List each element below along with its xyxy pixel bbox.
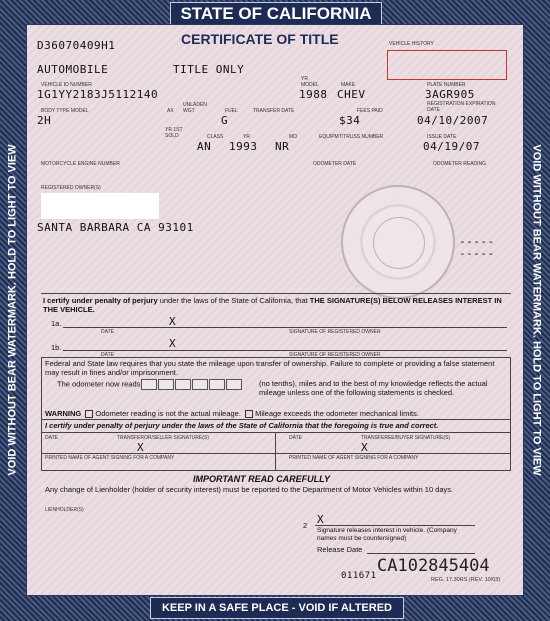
transfer-date-label: TRANSFER DATE xyxy=(253,108,295,114)
certificate-body xyxy=(26,24,524,596)
title-status: TITLE ONLY xyxy=(173,63,245,76)
yr-label: YR xyxy=(243,134,250,140)
fees-label: FEES PAID xyxy=(357,108,383,114)
odometer-reads-text: The odometer now reads xyxy=(57,379,242,390)
vin-label: VEHICLE ID NUMBER xyxy=(41,82,92,88)
registered-owner-label: REGISTERED OWNER(S) xyxy=(41,185,101,191)
odometer-date-label: ODOMETER DATE xyxy=(313,161,357,167)
dashes-2: ----- xyxy=(459,247,495,260)
odo-date-label-2: DATE xyxy=(289,435,302,441)
line-1b: 1b. xyxy=(51,343,62,352)
certify-text: I certify under penalty of perjury under the laws of the State of California that the foregoing is true and correct. xyxy=(45,421,439,430)
vehicle-history-box xyxy=(387,50,507,80)
body-type: 2H xyxy=(37,114,52,127)
year-model: 1988 xyxy=(299,88,328,101)
important-heading: IMPORTANT READ CAREFULLY xyxy=(193,474,330,484)
x-lienholder: X xyxy=(317,513,325,526)
transferor-label: TRANSFEROR/SELLER SIGNATURE(S) xyxy=(117,435,209,441)
warn-1-checkbox[interactable] xyxy=(85,410,93,418)
owner-city: SANTA BARBARA CA 93101 xyxy=(37,221,194,234)
mo: NR xyxy=(275,140,290,153)
document-id: D36070409H1 xyxy=(37,39,116,52)
state-header: STATE OF CALIFORNIA xyxy=(170,2,382,26)
certificate-title: CERTIFICATE OF TITLE xyxy=(181,31,339,47)
class: AN xyxy=(197,140,212,153)
printed-name-label-1: PRINTED NAME OF AGENT SIGNING FOR A COMPANY xyxy=(45,455,175,461)
warn-2-checkbox[interactable] xyxy=(245,410,253,418)
printed-name-label-2: PRINTED NAME OF AGENT SIGNING FOR A COMPANY xyxy=(289,455,419,461)
year-label: YR MODEL xyxy=(301,76,319,88)
lienholder-label: LIENHOLDER(S) xyxy=(45,507,84,513)
plate-label: PLATE NUMBER xyxy=(427,82,466,88)
reg-expiration: 04/10/2007 xyxy=(417,114,489,127)
tenths-text: (no tenths), miles and to the best of my knowledge reflects the actual mileage unless one of the following statements is checked. xyxy=(259,379,488,397)
body-type-label: BODY TYPE MODEL xyxy=(41,108,89,114)
class-label: CLASS xyxy=(207,134,224,140)
serial-left: 011671 xyxy=(341,571,377,581)
x-1a: X xyxy=(169,315,177,328)
issue-date-label: ISSUE DATE xyxy=(427,134,457,140)
x-transferor: X xyxy=(137,441,145,454)
fuel: G xyxy=(221,114,229,127)
warning-row: WARNING Odometer reading is not the actual mileage. Mileage exceeds the odometer mechanical limits. xyxy=(45,409,419,418)
odometer-reading-label: ODOMETER READING xyxy=(433,161,487,167)
lienholder-notice: Any change of Lienholder (holder of security interest) must be reported to the Department of Motor Vehicles within 10 days. xyxy=(45,485,454,494)
transferee-label: TRANSFEREE/BUYER SIGNATURE(S) xyxy=(361,435,451,441)
make-label: MAKE xyxy=(341,82,356,88)
unladen-label: UNLADEN xyxy=(183,102,207,108)
left-side-text: VOID WITHOUT BEAR WATERMARK. HOLD TO LIGHT TO VIEW xyxy=(7,144,19,476)
odo-date-label-1: DATE xyxy=(45,435,58,441)
form-number: REG. 17.30RS (REV. 10/03) xyxy=(431,577,501,583)
release-date-label: Release Date xyxy=(317,545,363,554)
yr1st-label: YR 1ST SOLD xyxy=(165,127,183,139)
line-2: 2 xyxy=(303,521,308,530)
x-1b: X xyxy=(169,337,177,350)
line-1a: 1a. xyxy=(51,319,62,328)
state-seal xyxy=(341,185,455,299)
wgt-label: WGT xyxy=(183,108,195,114)
equip-label: EQUIPMT/TRUSS NUMBER xyxy=(319,134,384,140)
vehicle-history-label: VEHICLE HISTORY xyxy=(389,41,434,47)
control-number: CA102845404 xyxy=(377,556,490,576)
engine-label: MOTORCYCLE ENGINE NUMBER xyxy=(41,161,120,167)
date-label-1b: DATE xyxy=(101,352,114,358)
fuel-label: FUEL xyxy=(225,108,238,114)
vin: 1G1YY2183J5112140 xyxy=(37,88,159,101)
footer-bar: KEEP IN A SAFE PLACE - VOID IF ALTERED xyxy=(150,597,404,619)
vehicle-type: AUTOMOBILE xyxy=(37,63,109,76)
sig-label-1a: SIGNATURE OF REGISTERED OWNER xyxy=(289,329,381,335)
fees-paid: $34 xyxy=(339,114,361,127)
yr: 1993 xyxy=(229,140,258,153)
sig-release-text: Signature releases interest in vehicle. (Company names must be countersigned) xyxy=(317,527,457,542)
release-perjury-text: I certify under penalty of perjury under the laws of the State of California, that THE SIGNATURE(S) BELOW RELEASES INTEREST IN THE VEHICLE. xyxy=(43,296,502,314)
right-side-text: VOID WITHOUT BEAR WATERMARK. HOLD TO LIGHT TO VIEW xyxy=(531,144,543,476)
dashes-1: ----- xyxy=(459,235,495,248)
ax-label: AX xyxy=(167,108,174,114)
make: CHEV xyxy=(337,88,366,101)
sig-label-1b: SIGNATURE OF REGISTERED OWNER xyxy=(289,352,381,358)
x-transferee: X xyxy=(361,441,369,454)
federal-law-text: Federal and State law requires that you state the mileage upon transfer of ownership. Failure to complete or providing a false statement may result in fines and/or imprisonment. xyxy=(45,359,495,377)
date-label-1a: DATE xyxy=(101,329,114,335)
mo-label: MO xyxy=(289,134,298,140)
plate-number: 3AGR905 xyxy=(425,88,475,101)
reg-exp-label: REGISTRATION EXPIRATION DATE xyxy=(427,101,496,113)
issue-date: 04/19/07 xyxy=(423,140,480,153)
redacted-owner-name xyxy=(41,193,159,219)
